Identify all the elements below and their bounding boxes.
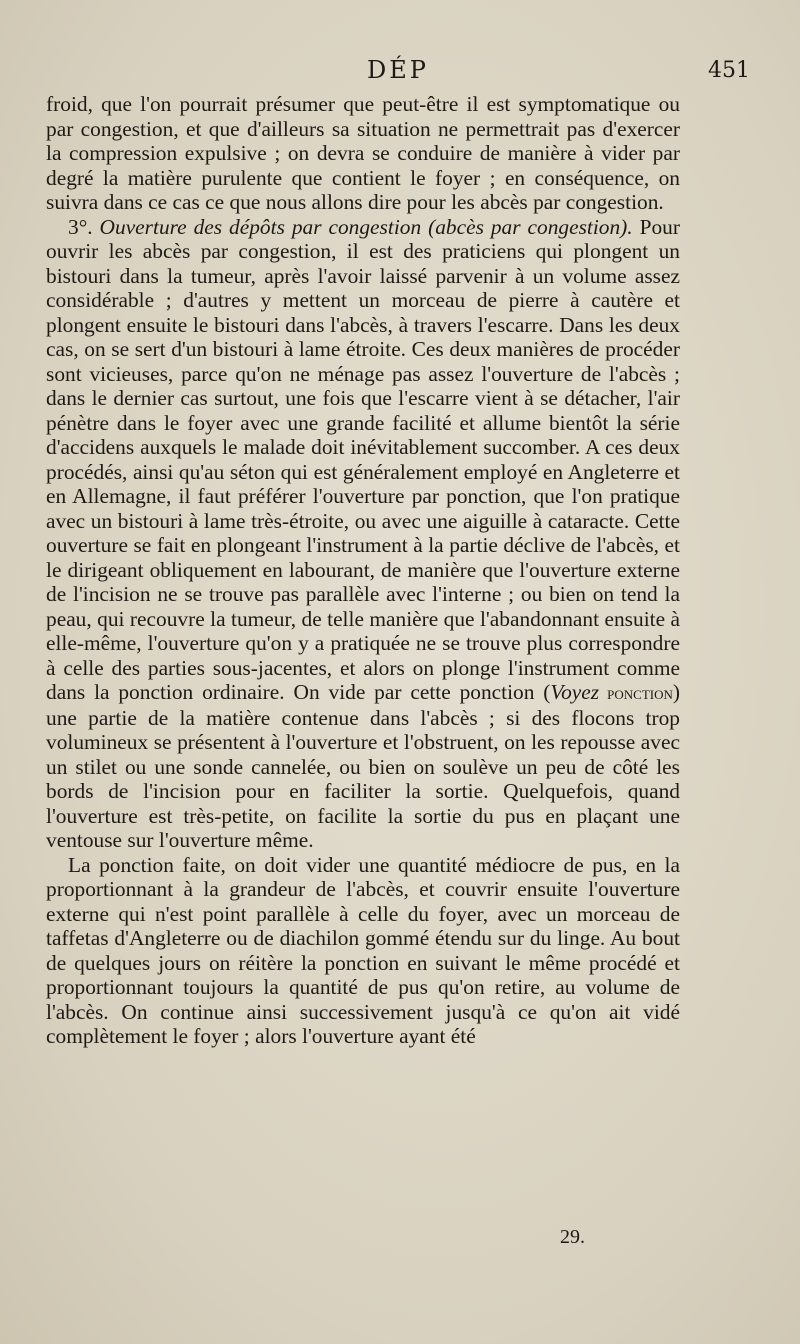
- paragraph-2-heading: Ouverture des dépôts par congestion (abcès par congestion).: [99, 214, 633, 239]
- paragraph-2: [46, 215, 680, 853]
- voyez-reference: Voyez: [550, 680, 600, 704]
- body-text: [46, 92, 680, 1049]
- running-header: [46, 56, 750, 90]
- paragraph-3: [46, 853, 680, 1049]
- signature-mark: 29.: [560, 1226, 585, 1248]
- header-title: DÉP: [367, 56, 429, 84]
- paragraph-2-text: Pour ouvrir les abcès par congestion, il est des praticiens qui plongent un bistouri dans la tumeur, après l'avoir laissé parvenir à un volume assez considérable ; d'autres y mettent un morceau de pierre à cautère et plongent ensuite le bistouri dans l'abcès, à travers l'escarre. Dans les deux cas, on se sert d'un bistouri à lame étroite. Ces deux manières de procéder sont vicieuses, parce qu'on ne ménage pas assez l'ouverture de l'abcès ; dans le dernier cas surtout, une fois que l'escarre vient à se détacher, l'air pénètre dans le foyer avec une grande facilité et allume bientôt la série d'accidens auxquels le malade doit inévitablement succomber. A ces deux procédés, ainsi qu'au séton qui est généralement employé en Angleterre et en Allemagne, il faut préférer l'ouverture par ponction, que l'on pratique avec un bistouri à lame très-étroite, ou avec une aiguille à cataracte. Cette ouverture se fait en plongeant l'instrument à la partie déclive de l'abcès, et le dirigeant obliquement en labourant, de manière que l'ouverture externe de l'incision ne se trouve pas parallèle avec l'interne ; ou bien on tend la peau, qui recouvre la tumeur, de telle manière que l'abandonnant ensuite à elle-même, l'ouverture qu'on y a pratiquée ne se trouve plus correspondre à celle des parties sous-jacentes, et alors on plonge l'instrument comme dans la ponction ordinaire. On vide par cette ponction (: [46, 214, 681, 704]
- paragraph-2-number: 3°.: [68, 214, 100, 239]
- paragraph-2-text-end: ) une partie de la matière contenue dans l'abcès ; si des flocons trop volumineux se présentent à l'ouverture et l'obstruent, on les repousse avec un stilet ou une sonde cannelée, ou bien on soulève un peu de côté les bords de l'incision pour en faciliter la sortie. Quelquefois, quand l'ouverture est très-petite, on facilite la sortie du pus en plaçant une ventouse sur l'ouverture même.: [46, 680, 680, 852]
- cross-reference: ponction: [599, 683, 673, 703]
- paragraph-3-text: La ponction faite, on doit vider une quantité médiocre de pus, en la proportionnant à la grandeur de l'abcès, et couvrir ensuite l'ouverture externe qui n'est point parallèle à celle du foyer, avec un morceau de taffetas d'Angleterre ou de diachilon gommé étendu sur du linge. Au bout de quelques jours on réitère la ponction en suivant le même procédé et proportionnant toujours la quantité de pus qu'on retire, au volume de l'abcès. On continue ainsi successivement jusqu'à ce qu'on ait vidé complètement le foyer ; alors l'ouverture ayant été: [46, 852, 680, 1048]
- page-number: 451: [708, 58, 750, 83]
- paragraph-1-text: froid, que l'on pourrait présumer que peut-être il est symptomatique ou par congestion, et que d'ailleurs sa situation ne permettrait pas d'exercer la compression expulsive ; on devra se conduire de manière à vider par degré la matière purulente que contient le foyer ; en conséquence, on suivra dans ce cas ce que nous allons dire pour les abcès par congestion.: [46, 92, 680, 214]
- paragraph-1: [46, 92, 680, 215]
